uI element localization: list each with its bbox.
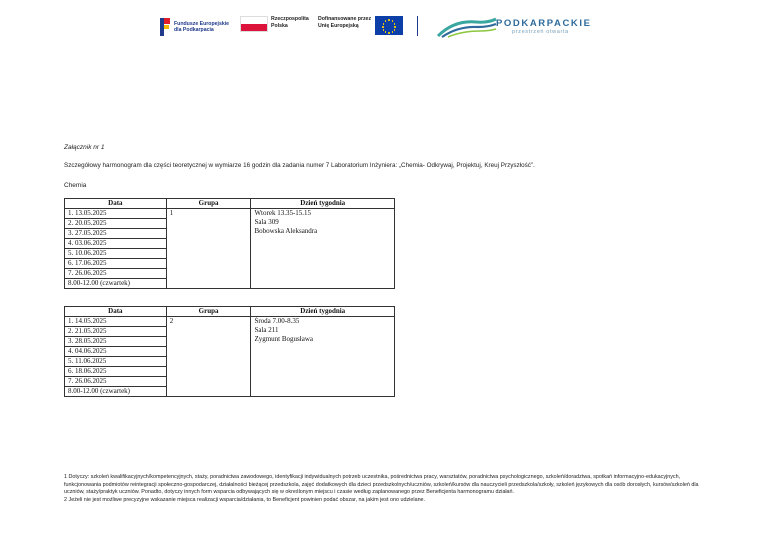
- fe-logo-line2: dla Podkarpacia: [174, 27, 214, 33]
- annex-label: Załącznik nr 1: [64, 144, 105, 151]
- fe-mark-icon: [160, 18, 170, 36]
- date-cell: 5. 11.06.2025: [65, 357, 167, 367]
- header-group: Grupa: [166, 307, 251, 317]
- table-header-row: [65, 199, 395, 209]
- date-cell: 5. 10.06.2025: [65, 249, 167, 259]
- ue-logo-line2: Unię Europejską: [318, 22, 359, 29]
- date-cell: 3. 28.05.2025: [65, 337, 167, 347]
- date-cell: 6. 18.06.2025: [65, 367, 167, 377]
- subject-title: Chemia: [64, 182, 87, 189]
- header-date: Data: [65, 199, 167, 209]
- weekday-cell: [251, 317, 395, 397]
- weekday-time: Wtorek 13.35-15.15: [254, 209, 312, 217]
- schedule-table-group-2: [64, 306, 395, 397]
- eu-funding-logo: [318, 16, 403, 35]
- weekday-cell: [251, 209, 395, 289]
- date-cell: 2. 21.05.2025: [65, 327, 167, 337]
- group-cell: 2: [166, 317, 251, 397]
- rp-logo-line2: Polska: [271, 22, 288, 29]
- rp-logo-line1: Rzeczpospolita: [271, 16, 309, 22]
- polish-flag-icon: [240, 16, 268, 32]
- ue-logo-line1: Dofinansowane przez: [318, 16, 372, 22]
- footnote-2: 2 Jeżeli nie jest możliwe precyzyjne wskazanie miejsca realizacji wsparcia/działania, to Beneficjent powinien podać obszar, na jakim jest ono udzielane.: [64, 496, 426, 503]
- group-cell: 1: [166, 209, 251, 289]
- table-header-row: [65, 307, 395, 317]
- teacher: Bobowska Aleksandra: [254, 227, 318, 235]
- room: Sala 211: [254, 326, 279, 334]
- schedule-intro: Szczegółowy harmonogram dla części teoretycznej w wymiarze 16 godzin dla zadania numer 7 Laboratorium Inżyniera: „Chemia- Odkrywaj, Projektuj, Kreuj Przyszłość”.: [64, 162, 535, 169]
- podkarpackie-waves-icon: [436, 16, 498, 38]
- header-weekday: Dzień tygodnia: [251, 199, 395, 209]
- header-group: Grupa: [166, 199, 251, 209]
- eu-flag-icon: [375, 16, 403, 35]
- date-cell: 4. 03.06.2025: [65, 239, 167, 249]
- date-cell: 2. 20.05.2025: [65, 219, 167, 229]
- footnote-1: 1 Dotyczy: szkoleń kwalifikacyjnych/kompetencyjnych, staży, poradnictwa zawodowego, identyfikacji indywidualnych potrzeb uczestnika, pośrednictwa pracy, warsztatów, poradnictwa psychologicznego, szkoleń/doradztwa, spotkań informacyjno-edukacyjnych, funkcjonowania podmiotów reintegracji społeczno-gospodarczej, działalności bieżącej przedszkola, zajęć dodatkowych dla dzieci przedszkolnych/uczniów, szkoleń/kursów dla nauczycieli przedszkola/szkoły, szkoleń językowych dla osób dorosłych, kursów/szkoleń dla uczniów, staży/praktyk uczniów. Ponadto, dotyczy innych form wsparcia odbywających się w określonym miejscu i czasie według zaplanowanego przez Beneficjenta harmonogramu działań.: [64, 474, 699, 496]
- date-cell: 7. 26.06.2025: [65, 377, 167, 387]
- header-weekday: Dzień tygodnia: [251, 307, 395, 317]
- podkarpackie-subtitle: przestrzeń otwarta: [512, 29, 569, 35]
- fundusze-europejskie-logo: [160, 16, 229, 38]
- date-cell: 8.00-12.00 (czwartek): [65, 279, 167, 289]
- date-cell: 3. 27.05.2025: [65, 229, 167, 239]
- footnotes: [64, 474, 714, 504]
- teacher: Zygmunt Bogusława: [254, 335, 313, 343]
- date-cell: 4. 04.06.2025: [65, 347, 167, 357]
- date-cell: 1. 14.05.2025: [65, 317, 167, 327]
- date-cell: 8.00-12.00 (czwartek): [65, 387, 167, 397]
- logo-divider: [417, 16, 418, 36]
- date-cell: 1. 13.05.2025: [65, 209, 167, 219]
- date-cell: 6. 17.06.2025: [65, 259, 167, 269]
- header-date: Data: [65, 307, 167, 317]
- rzeczpospolita-logo: [240, 16, 309, 32]
- fe-logo-line1: Fundusze Europejskie: [174, 20, 230, 27]
- logo-bar: [0, 14, 768, 40]
- date-cell: 7. 26.06.2025: [65, 269, 167, 279]
- podkarpackie-logo: [436, 14, 596, 40]
- room: Sala 309: [254, 218, 279, 226]
- table-row: [65, 317, 395, 327]
- table-row: [65, 209, 395, 219]
- schedule-table-group-1: [64, 198, 395, 289]
- podkarpackie-title: PODKARPACKIE: [496, 18, 592, 29]
- weekday-time: Środa 7.00-8.35: [254, 317, 300, 325]
